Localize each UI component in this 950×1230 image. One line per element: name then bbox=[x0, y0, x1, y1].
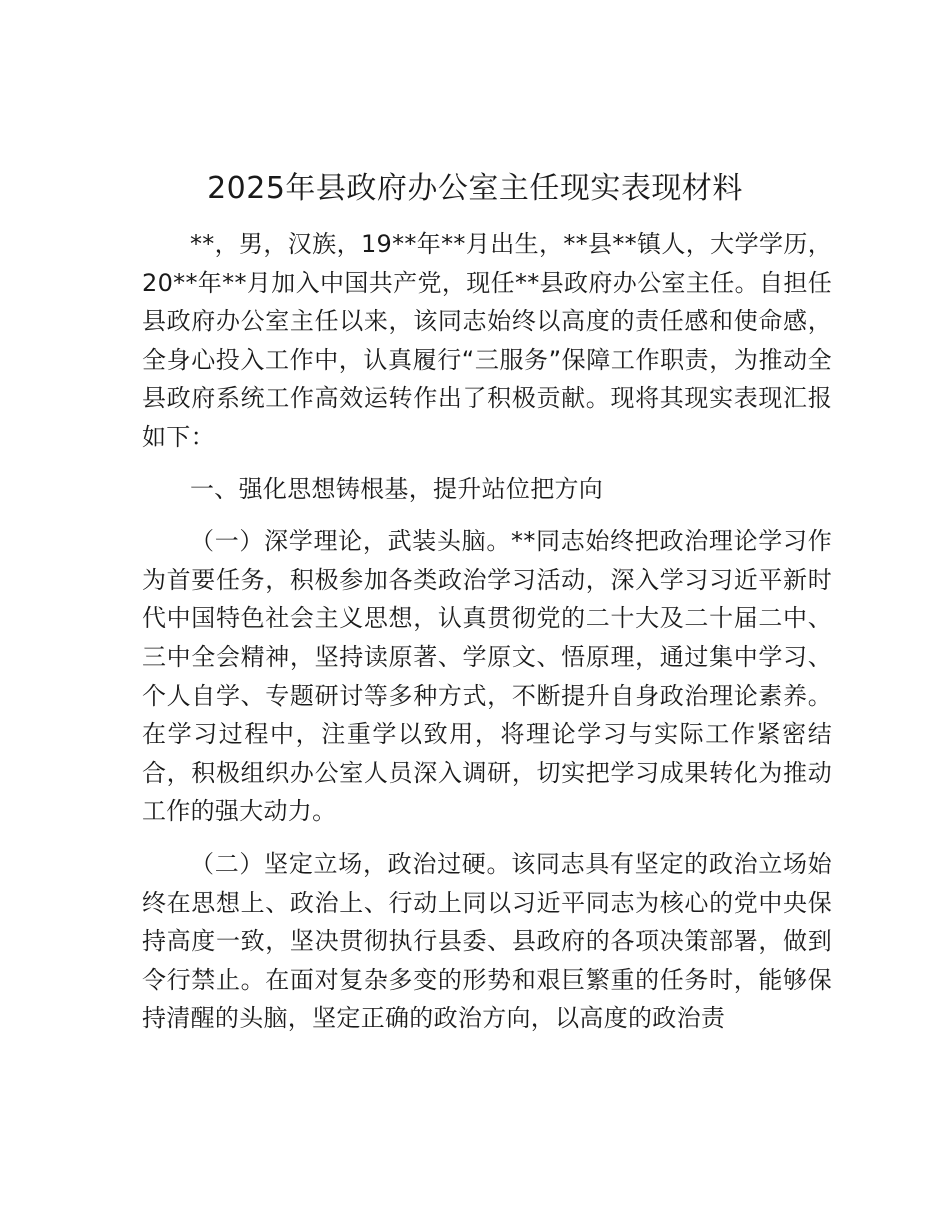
paragraph-1: （一）深学理论，武装头脑。**同志始终把政治理论学习作为首要任务，积极参加各类政治学习活动，深入学习习近平新时代中国特色社会主义思想，认真贯彻党的二十大及二十届二中、三中全会精神，坚持读原著、学原文、悟原理，通过集中学习、个人自学、专题研讨等多种方式，不断提升自身政治理论素养。在学习过程中，注重学以致用，将理论学习与实际工作紧密结合，积极组织办公室人员深入调研，切实把学习成果转化为推动工作的强大动力。 bbox=[142, 527, 832, 826]
section-heading-1: 一、强化思想铸根基，提升站位把方向 bbox=[190, 474, 604, 503]
intro-paragraph: **，男，汉族，19**年**月出生，**县**镇人，大学学历，20**年**月加入中国共产党，现任**县政府办公室主任。自担任县政府办公室主任以来，该同志始终以高度的责任感和使命感，全身心投入工作中，认真履行“三服务”保障工作职责，为推动全县政府系统工作高效运转作出了积极贡献。现将其现实表现汇报如下： bbox=[142, 230, 832, 451]
document-body bbox=[142, 225, 832, 1038]
document-title: 2025年县政府办公室主任现实表现材料 bbox=[207, 171, 743, 206]
paragraph-2: （二）坚定立场，政治过硬。该同志具有坚定的政治立场始终在思想上、政治上、行动上同以习近平同志为核心的党中央保持高度一致，坚决贯彻执行县委、县政府的各项决策部署，做到令行禁止。在面对复杂多变的形势和艰巨繁重的任务时，能够保持清醒的头脑，坚定正确的政治方向，以高度的政治责 bbox=[142, 849, 832, 1033]
